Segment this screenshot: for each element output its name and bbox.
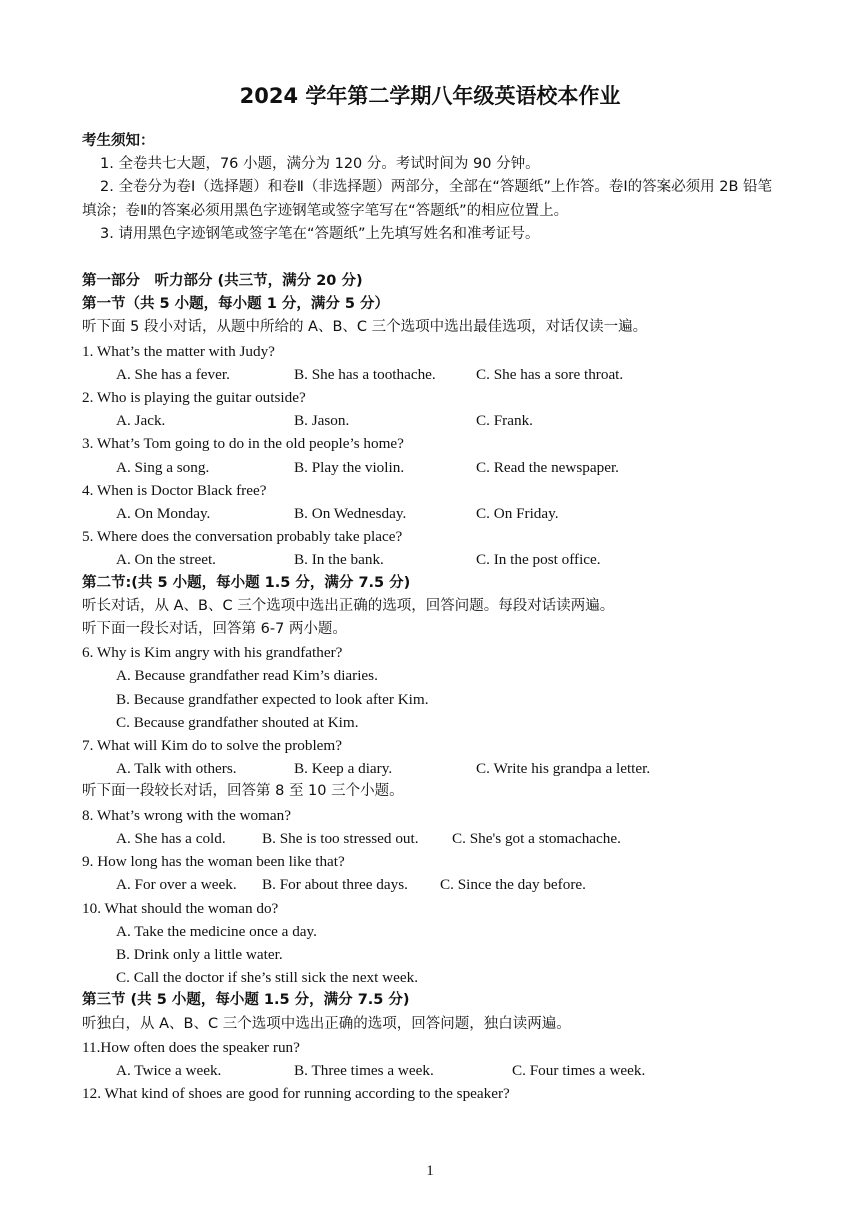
- question-4: 4. When is Doctor Black free?: [82, 481, 267, 499]
- option-b: B. Play the violin.: [294, 458, 405, 476]
- option-a: A. She has a cold.: [116, 829, 226, 847]
- part1-heading: 第一部分 听力部分 (共三节，满分 20 分): [82, 273, 363, 290]
- option-b: B. Jason.: [294, 412, 350, 430]
- question-7: 7. What will Kim do to solve the problem?: [82, 737, 342, 755]
- question-1: 1. What’s the matter with Judy?: [82, 342, 275, 360]
- question-3: 3. What’s Tom going to do in the old people’s home?: [82, 435, 404, 453]
- question-11-options: [82, 1059, 782, 1082]
- option-a: A. Because grandfather read Kim’s diaries.: [116, 667, 378, 685]
- question-6: 6. Why is Kim angry with his grandfather?: [82, 644, 343, 662]
- option-b: B. Keep a diary.: [294, 760, 393, 778]
- notice-item-3: 3. 请用黑色字迹钢笔或签字笔在“答题纸”上先填写姓名和准考证号。: [100, 225, 540, 242]
- option-b: B. In the bank.: [294, 551, 384, 569]
- section2-instruction: 听长对话，从 A、B、C 三个选项中选出正确的选项，回答问题。每段对话读两遍。: [82, 597, 615, 614]
- section2-heading: 第二节:(共 5 小题，每小题 1.5 分，满分 7.5 分): [82, 574, 411, 591]
- option-a: A. Jack.: [116, 412, 166, 430]
- option-c: C. She's got a stomachache.: [452, 829, 621, 847]
- section1-instruction: 听下面 5 段小对话，从题中所给的 A、B、C 三个选项中选出最佳选项，对话仅读一遍。: [82, 319, 648, 336]
- option-a: A. Talk with others.: [116, 760, 237, 778]
- option-a: A. Take the medicine once a day.: [116, 922, 317, 940]
- option-b: B. For about three days.: [262, 876, 408, 894]
- question-2-options: [82, 409, 782, 432]
- option-b: B. Drink only a little water.: [116, 945, 283, 963]
- section2-sub1: 听下面一段长对话，回答第 6-7 两小题。: [82, 621, 347, 638]
- option-c: C. Frank.: [476, 412, 533, 430]
- question-9-options: [82, 873, 782, 896]
- question-11: 11.How often does the speaker run?: [82, 1038, 300, 1056]
- question-1-options: [82, 363, 782, 386]
- notice-item-1: 1. 全卷共七大题，76 小题，满分为 120 分。考试时间为 90 分钟。: [100, 156, 540, 173]
- question-5: 5. Where does the conversation probably take place?: [82, 528, 403, 546]
- question-7-options: [82, 757, 782, 780]
- option-c: C. Read the newspaper.: [476, 458, 619, 476]
- section1-heading: 第一节（共 5 小题，每小题 1 分，满分 5 分）: [82, 296, 390, 313]
- option-b: B. Because grandfather expected to look after Kim.: [116, 690, 429, 708]
- notice-item-2: 2. 全卷分为卷Ⅰ（选择题）和卷Ⅱ（非选择题）两部分，全部在“答题纸”上作答。卷Ⅰ的答案必须用 2B 铅笔填涂；卷Ⅱ的答案必须用黑色字迹钢笔或签字笔写在“答题纸”的相应位置上。: [82, 179, 773, 219]
- option-a: A. She has a fever.: [116, 365, 230, 383]
- option-b: B. She is too stressed out.: [262, 829, 419, 847]
- option-b: B. Three times a week.: [294, 1061, 434, 1079]
- question-12: 12. What kind of shoes are good for running according to the speaker?: [82, 1085, 510, 1103]
- question-5-options: [82, 548, 782, 571]
- option-c: C. Write his grandpa a letter.: [476, 760, 651, 778]
- document-body: [82, 130, 782, 1105]
- option-a: A. On the street.: [116, 551, 216, 569]
- section2-sub2: 听下面一段较长对话，回答第 8 至 10 三个小题。: [82, 783, 404, 800]
- option-c: C. Because grandfather shouted at Kim.: [116, 713, 359, 731]
- spacer: [82, 246, 782, 270]
- option-c: C. She has a sore throat.: [476, 365, 624, 383]
- option-a: A. Twice a week.: [116, 1061, 222, 1079]
- section3-instruction: 听独白，从 A、B、C 三个选项中选出正确的选项，回答问题，独白读两遍。: [82, 1015, 571, 1032]
- option-c: C. Four times a week.: [512, 1061, 646, 1079]
- question-10: 10. What should the woman do?: [82, 899, 279, 917]
- option-a: A. Sing a song.: [116, 458, 210, 476]
- question-8-options: [82, 827, 782, 850]
- question-8: 8. What’s wrong with the woman?: [82, 806, 291, 824]
- question-9: 9. How long has the woman been like that?: [82, 853, 345, 871]
- page-title: 2024 学年第二学期八年级英语校本作业: [239, 84, 621, 108]
- notice-heading: 考生须知：: [82, 133, 155, 149]
- option-c: C. Call the doctor if she’s still sick the next week.: [116, 969, 419, 987]
- question-3-options: [82, 456, 782, 479]
- option-a: A. On Monday.: [116, 505, 211, 523]
- option-b: B. She has a toothache.: [294, 365, 436, 383]
- question-4-options: [82, 502, 782, 525]
- option-c: C. Since the day before.: [440, 876, 586, 894]
- option-b: B. On Wednesday.: [294, 505, 407, 523]
- option-a: A. For over a week.: [116, 876, 237, 894]
- question-2: 2. Who is playing the guitar outside?: [82, 389, 306, 407]
- section3-heading: 第三节 (共 5 小题，每小题 1.5 分，满分 7.5 分): [82, 992, 410, 1009]
- option-c: C. On Friday.: [476, 505, 559, 523]
- page-number: 1: [426, 1163, 434, 1179]
- option-c: C. In the post office.: [476, 551, 601, 569]
